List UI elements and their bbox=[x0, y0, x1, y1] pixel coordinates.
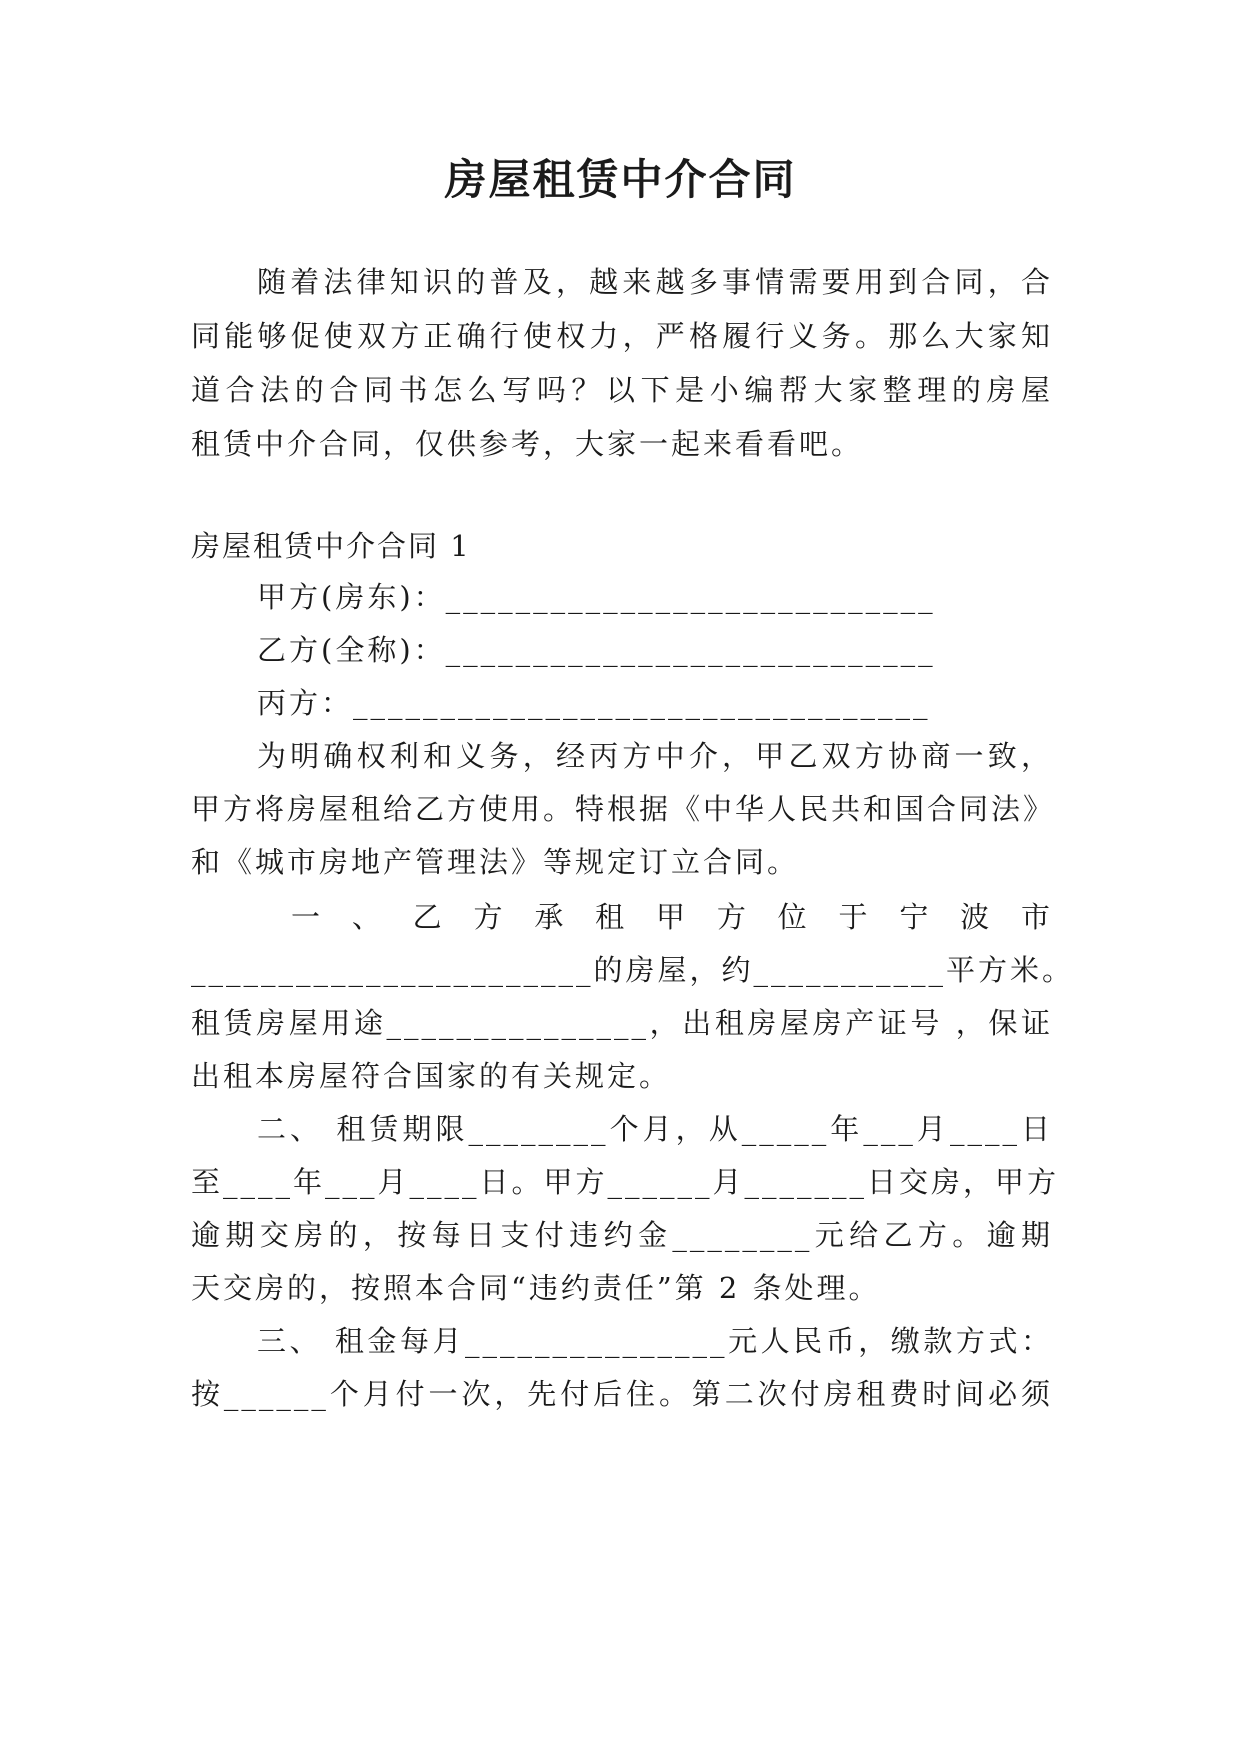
section-heading: 房屋租赁中介合同 1 bbox=[191, 529, 471, 563]
clause-2-line-3: 逾期交房的，按每日支付违约金________元给乙方。逾期 bbox=[191, 1218, 1053, 1252]
party-b-field: 乙方(全称)：____________________________ bbox=[257, 633, 936, 667]
clause-2-line-1: 二、 租赁期限________个月，从_____年___月____日 bbox=[257, 1112, 1053, 1146]
intro-line-3: 道合法的合同书怎么写吗？以下是小编帮大家整理的房屋 bbox=[191, 373, 1053, 407]
party-a-field: 甲方(房东)：____________________________ bbox=[257, 580, 936, 614]
document-title: 房屋租赁中介合同 bbox=[444, 155, 797, 204]
clause-2-line-4: 天交房的，按照本合同“违约责任”第 2 条处理。 bbox=[191, 1271, 881, 1305]
party-c-field: 丙方：_________________________________ bbox=[257, 686, 931, 720]
clause-2-line-2: 至____年___月____日。甲方______月_______日交房，甲方 bbox=[191, 1165, 1060, 1199]
clause-3-line-1: 三、 租金每月_______________元人民币，缴款方式： bbox=[257, 1324, 1053, 1358]
clause-1-line-2: _______________________的房屋，约___________平方米。 bbox=[191, 953, 1075, 987]
clause-1-line-1: 一 、 乙 方 承 租 甲 方 位 于 宁 波 市 bbox=[291, 900, 1053, 934]
body-line-1: 为明确权利和义务，经丙方中介，甲乙双方协商一致， bbox=[257, 739, 1053, 773]
clause-3-line-2: 按______个月付一次，先付后住。第二次付房租费时间必须 bbox=[191, 1377, 1053, 1411]
intro-line-1: 随着法律知识的普及，越来越多事情需要用到合同，合 bbox=[257, 265, 1053, 299]
body-line-3: 和《城市房地产管理法》等规定订立合同。 bbox=[191, 845, 800, 879]
intro-line-4: 租赁中介合同，仅供参考，大家一起来看看吧。 bbox=[191, 427, 864, 461]
body-line-2: 甲方将房屋租给乙方使用。特根据《中华人民共和国合同法》 bbox=[191, 792, 1056, 826]
clause-1-line-3: 租赁房屋用途_______________，出租房屋房产证号 ，保证 bbox=[191, 1006, 1053, 1040]
intro-line-2: 同能够促使双方正确行使权力，严格履行义务。那么大家知 bbox=[191, 319, 1053, 353]
clause-1-line-4: 出租本房屋符合国家的有关规定。 bbox=[191, 1059, 672, 1093]
